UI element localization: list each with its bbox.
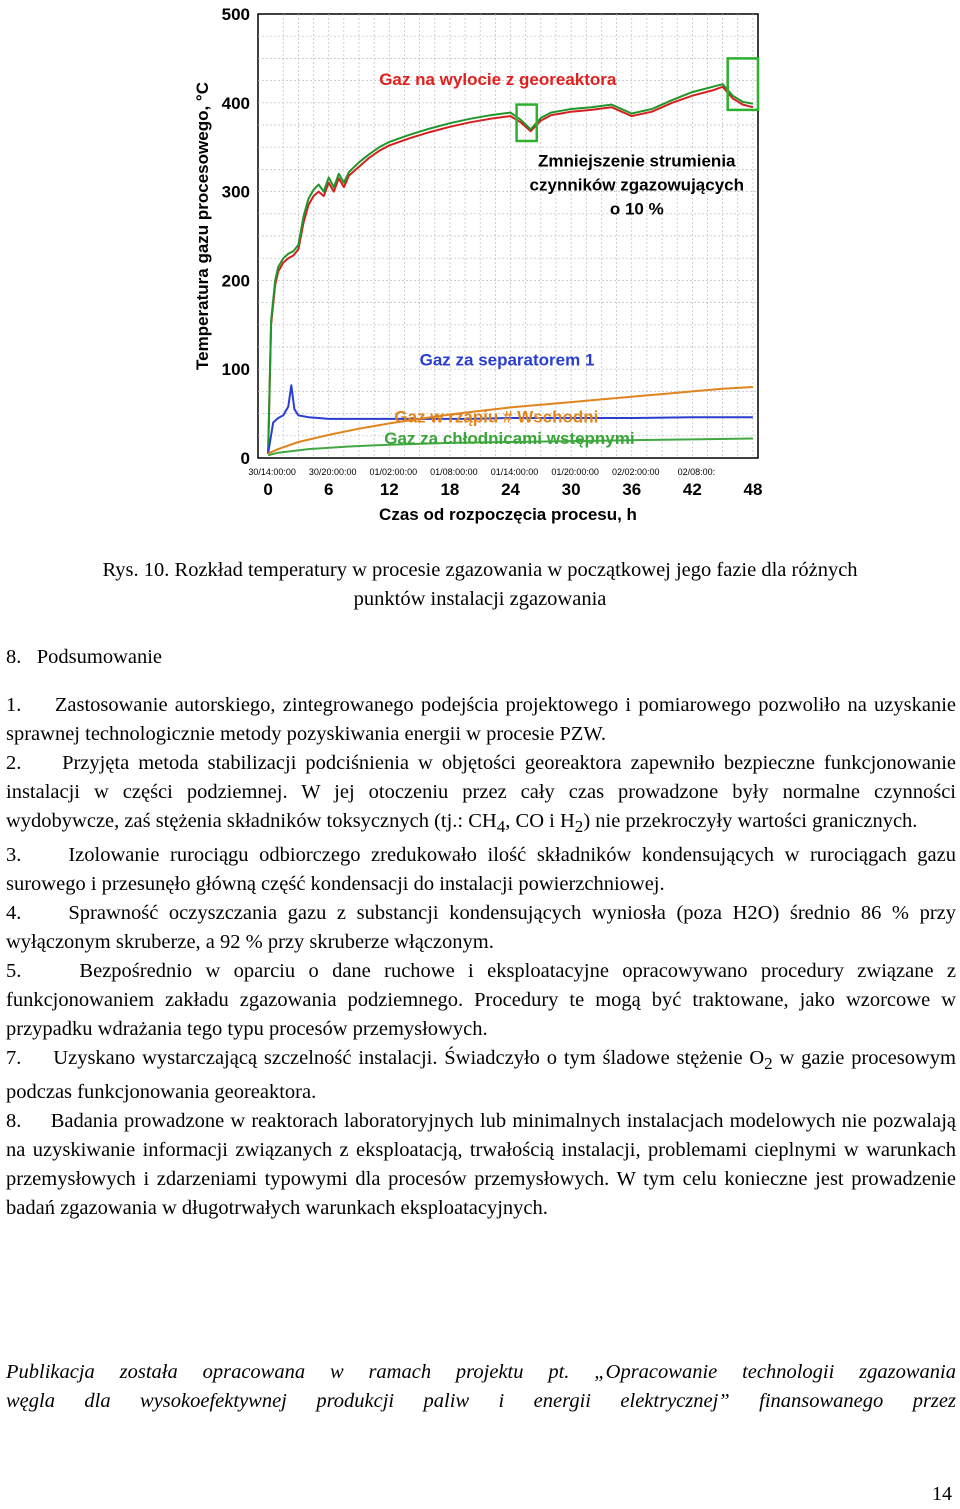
annotation-line: o 10 %	[609, 199, 664, 219]
item-number: 1.	[6, 694, 22, 716]
date-tick-label: 01/08:00:00	[430, 467, 478, 477]
date-tick-label: 01/20:00:00	[551, 467, 599, 477]
x-tick-label: 0	[263, 480, 273, 499]
page-number: 14	[932, 1483, 952, 1505]
x-tick-label: 36	[622, 480, 642, 499]
date-tick-label: 01/02:00:00	[369, 467, 418, 477]
item-text: Badania prowadzone w reaktorach laboratoryjnych lub minimalnych instalacjach modelowych nie pozwalają na uzyskiwanie informacji związanych z eksploatacją, trwałością instalacji, problemami cieplnymi w warunkach przemysłowych i zdarzeniami typowymi dla procesów przemysłowych. W tym celu konieczne jest prowadzenie badań zgazowania w długotrwałych warunkach eksploatacyjnych.	[6, 1110, 956, 1220]
item-number: 5.	[6, 960, 22, 983]
list-item-1	[6, 691, 956, 749]
temperature-chart	[170, 0, 780, 530]
item-number: 7.	[6, 1047, 22, 1070]
y-tick-label: 500	[221, 5, 250, 24]
funding-note-line-1: Publikacja została opracowana w ramach projektu pt. „Opracowanie technologii zgazowania	[6, 1361, 956, 1383]
series-label-3: Gaz za separatorem 1	[419, 350, 595, 370]
date-tick-label: 02/02:00:00	[611, 467, 660, 477]
annotation-line: czynników zgazowujących	[529, 175, 745, 195]
item-text: Bezpośrednio w oparciu o dane ruchowe i eksploatacyjne opracowywano procedury związane z funkcjonowaniem zakładu zgazowania podziemnego. Procedury te mogą być traktowane, jako wzorcowe w przypadku wdrażania tego typu procesów przemysłowych.	[6, 960, 957, 1041]
subscript: 2	[574, 817, 584, 837]
subscript: 4	[496, 817, 506, 837]
summary-list	[6, 691, 956, 1223]
y-tick-label: 0	[240, 449, 250, 468]
list-item-8	[6, 1107, 956, 1223]
section-number: 8.	[6, 646, 22, 668]
y-tick-label: 200	[221, 271, 250, 291]
date-tick-label: 02/08:00:	[677, 467, 716, 477]
chart-svg	[170, 0, 780, 530]
item-text: Izolowanie rurociągu odbiorczego zredukowało ilość składników kondensujących w rurociągach gazu surowego i przesunęło główną część kondensacji do instalacji powierzchniowej.	[6, 844, 957, 896]
x-tick-label: 18	[440, 480, 460, 499]
item-text: ) nie przekroczyły wartości granicznych.	[583, 810, 918, 832]
x-tick-label: 12	[379, 480, 399, 499]
x-axis-label: Czas od rozpoczęcia procesu, h	[379, 505, 637, 524]
series-label-5: Gaz za chłodnicami wstępnymi	[384, 428, 635, 448]
series-label-1: Gaz na wylocie z georeaktora	[379, 70, 617, 90]
item-text: Przyjęta metoda stabilizacji podciśnienia w objętości georeaktora zapewniło bezpieczne funkcjonowanie instalacji w części podziemnej. W jej otoczeniu przez cały czas prowadzone były normalne czynności wydobywcze, zaś stężenia składników toksycznych (tj.: CH	[6, 752, 957, 832]
date-tick-label: 01/14:00:00	[490, 467, 539, 477]
series-label-4: Gaz w rząpiu # Wschodni	[394, 407, 599, 427]
item-number: 2.	[6, 752, 22, 774]
x-tick-label: 6	[323, 480, 334, 499]
item-text: Sprawność oczyszczania gazu z substancji kondensujących wyniosła (poza H2O) średnio 86 % przy wyłączonym skruberze, a 92 % przy skruberze włączonym.	[6, 902, 957, 954]
item-number: 4.	[6, 902, 22, 925]
funding-note	[6, 1358, 956, 1416]
caption-line-1: Rys. 10. Rozkład temperatury w procesie zgazowania w początkowej jego fazie dla różnych	[102, 559, 858, 581]
date-tick-label: 30/14:00:00	[248, 467, 296, 477]
date-tick-label: 30/20:00:00	[308, 467, 357, 477]
y-tick-label: 100	[221, 360, 250, 380]
list-item-7	[6, 1044, 956, 1107]
list-item-5	[6, 957, 956, 1044]
funding-note-line-2: węgla dla wysokoefektywnej produkcji paliw i energii elektrycznej” finansowanego przez	[6, 1390, 956, 1412]
item-text: Uzyskano wystarczającą szczelność instalacji. Świadczyło o tym śladowe stężenie O	[53, 1047, 765, 1070]
item-number: 3.	[6, 844, 22, 867]
y-tick-label: 300	[221, 182, 250, 202]
x-tick-label: 30	[561, 480, 581, 499]
y-tick-label: 400	[221, 93, 250, 113]
subscript: 2	[764, 1054, 773, 1074]
item-number: 8.	[6, 1110, 22, 1133]
section-heading	[6, 643, 162, 672]
list-item-4	[6, 899, 956, 957]
item-text: w gazie procesowym podczas funkcjonowania georeaktora.	[6, 1047, 956, 1104]
x-tick-label: 42	[682, 480, 702, 499]
list-item-3	[6, 841, 956, 899]
annotation-line: Zmniejszenie strumienia	[538, 151, 736, 171]
section-title: Podsumowanie	[36, 646, 163, 668]
x-tick-label: 24	[501, 480, 520, 499]
y-axis-label: Temperatura gazu procesowego, °C	[193, 82, 212, 370]
caption-line-2: punktów instalacji zgazowania	[353, 588, 607, 610]
item-text: , CO i H	[505, 810, 575, 832]
figure-caption	[0, 556, 960, 614]
item-text: Zastosowanie autorskiego, zintegrowanego podejścia projektowego i pomiarowego pozwoliło na uzyskanie sprawnej technologicznie metody pozyskiwania energii w procesie PZW.	[6, 694, 956, 745]
list-item-2	[6, 749, 956, 841]
x-tick-label: 48	[743, 480, 763, 499]
